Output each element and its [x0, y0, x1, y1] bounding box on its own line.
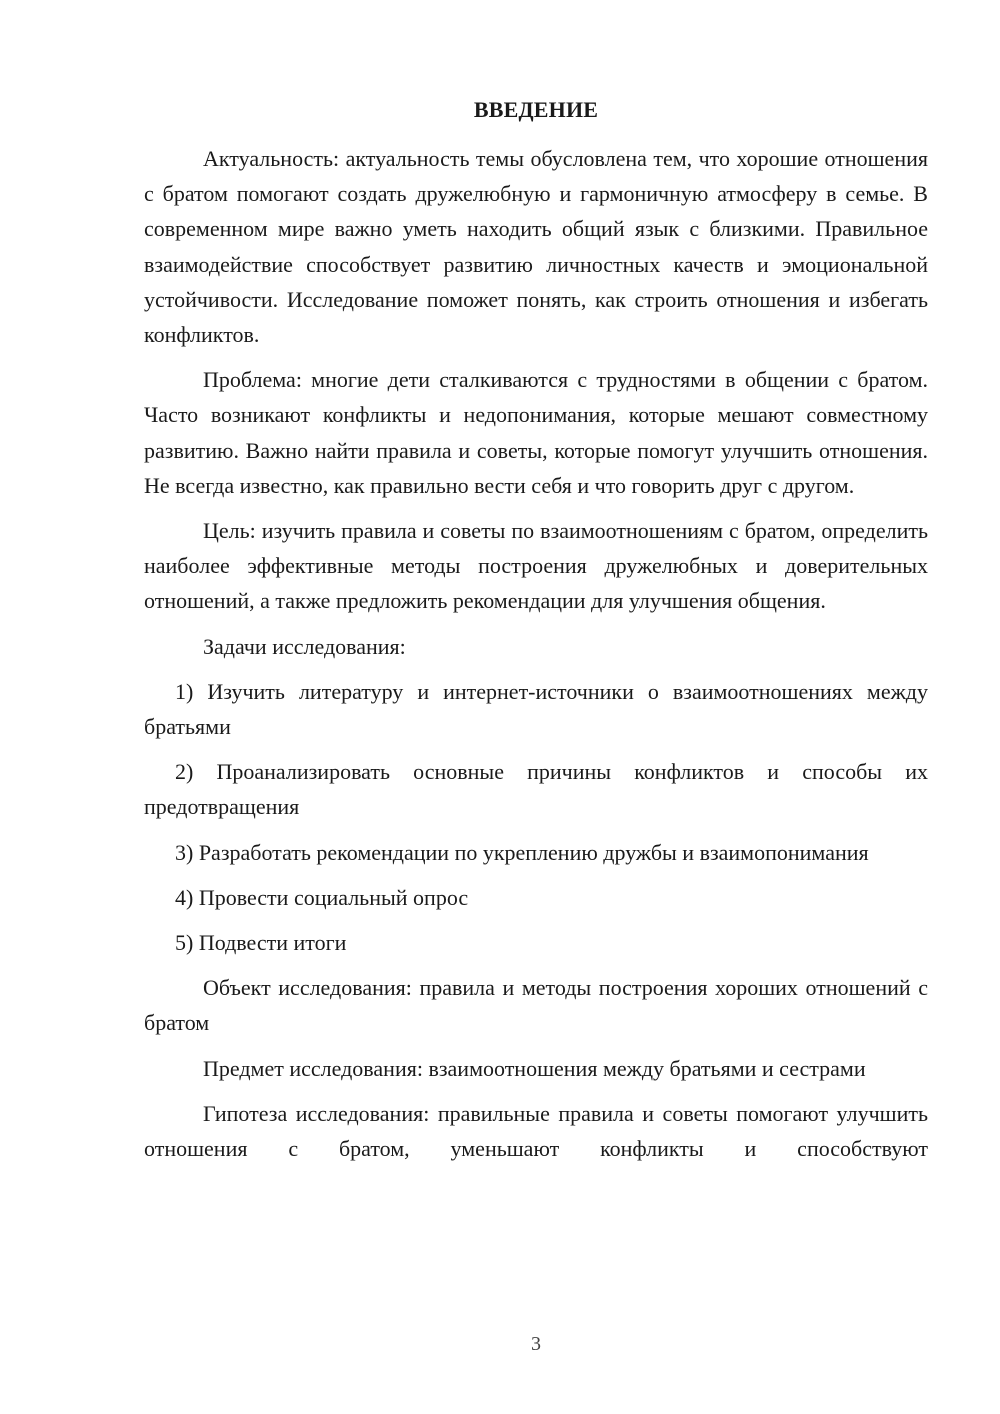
- task-item-5: 5) Подвести итоги: [175, 930, 347, 956]
- paragraph-object: Объект исследования: правила и методы построения хороших отношений с братом: [144, 975, 928, 1036]
- paragraph-subject: Предмет исследования: взаимоотношения между братьями и сестрами: [203, 1055, 866, 1081]
- paragraph-relevance: Актуальность: актуальность темы обусловлена тем, что хорошие отношения с братом помогают создать дружелюбную и гармоничную атмосферу в семье. В современном мире важно уметь находить общий язык с близкими. Правильное взаимодействие способствует развитию личностных качеств и эмоциональной устойчивости. Исследование поможет понять, как строить отношения и избегать конфликтов.: [144, 146, 928, 348]
- page-number: 3: [531, 1333, 541, 1355]
- tasks-heading: Задачи исследования:: [203, 633, 406, 659]
- page-content: [144, 92, 928, 1166]
- task-item-3: 3) Разработать рекомендации по укреплению дружбы и взаимопонимания: [175, 839, 869, 865]
- task-item-1: 1) Изучить литературу и интернет-источники о взаимоотношениях между братьями: [144, 678, 928, 740]
- section-title: ВВЕДЕНИЕ: [473, 97, 599, 122]
- task-item-4: 4) Провести социальный опрос: [175, 884, 469, 910]
- task-item-2: 2) Проанализировать основные причины конфликтов и способы их предотвращения: [144, 759, 928, 820]
- paragraph-problem: Проблема: многие дети сталкиваются с трудностями в общении с братом. Часто возникают конфликты и недопонимания, которые мешают совместному развитию. Важно найти правила и советы, которые помогут улучшить отношения. Не всегда известно, как правильно вести себя и что говорить друг с другом.: [144, 367, 928, 498]
- paragraph-goal: Цель: изучить правила и советы по взаимоотношениям с братом, определить наиболее эффективные методы построения дружелюбных и доверительных отношений, а также предложить рекомендации для улучшения общения.: [144, 518, 928, 614]
- paragraph-hypothesis: Гипотеза исследования: правильные правила и советы помогают улучшить отношения с братом, уменьшают конфликты и способствуют: [144, 1100, 928, 1162]
